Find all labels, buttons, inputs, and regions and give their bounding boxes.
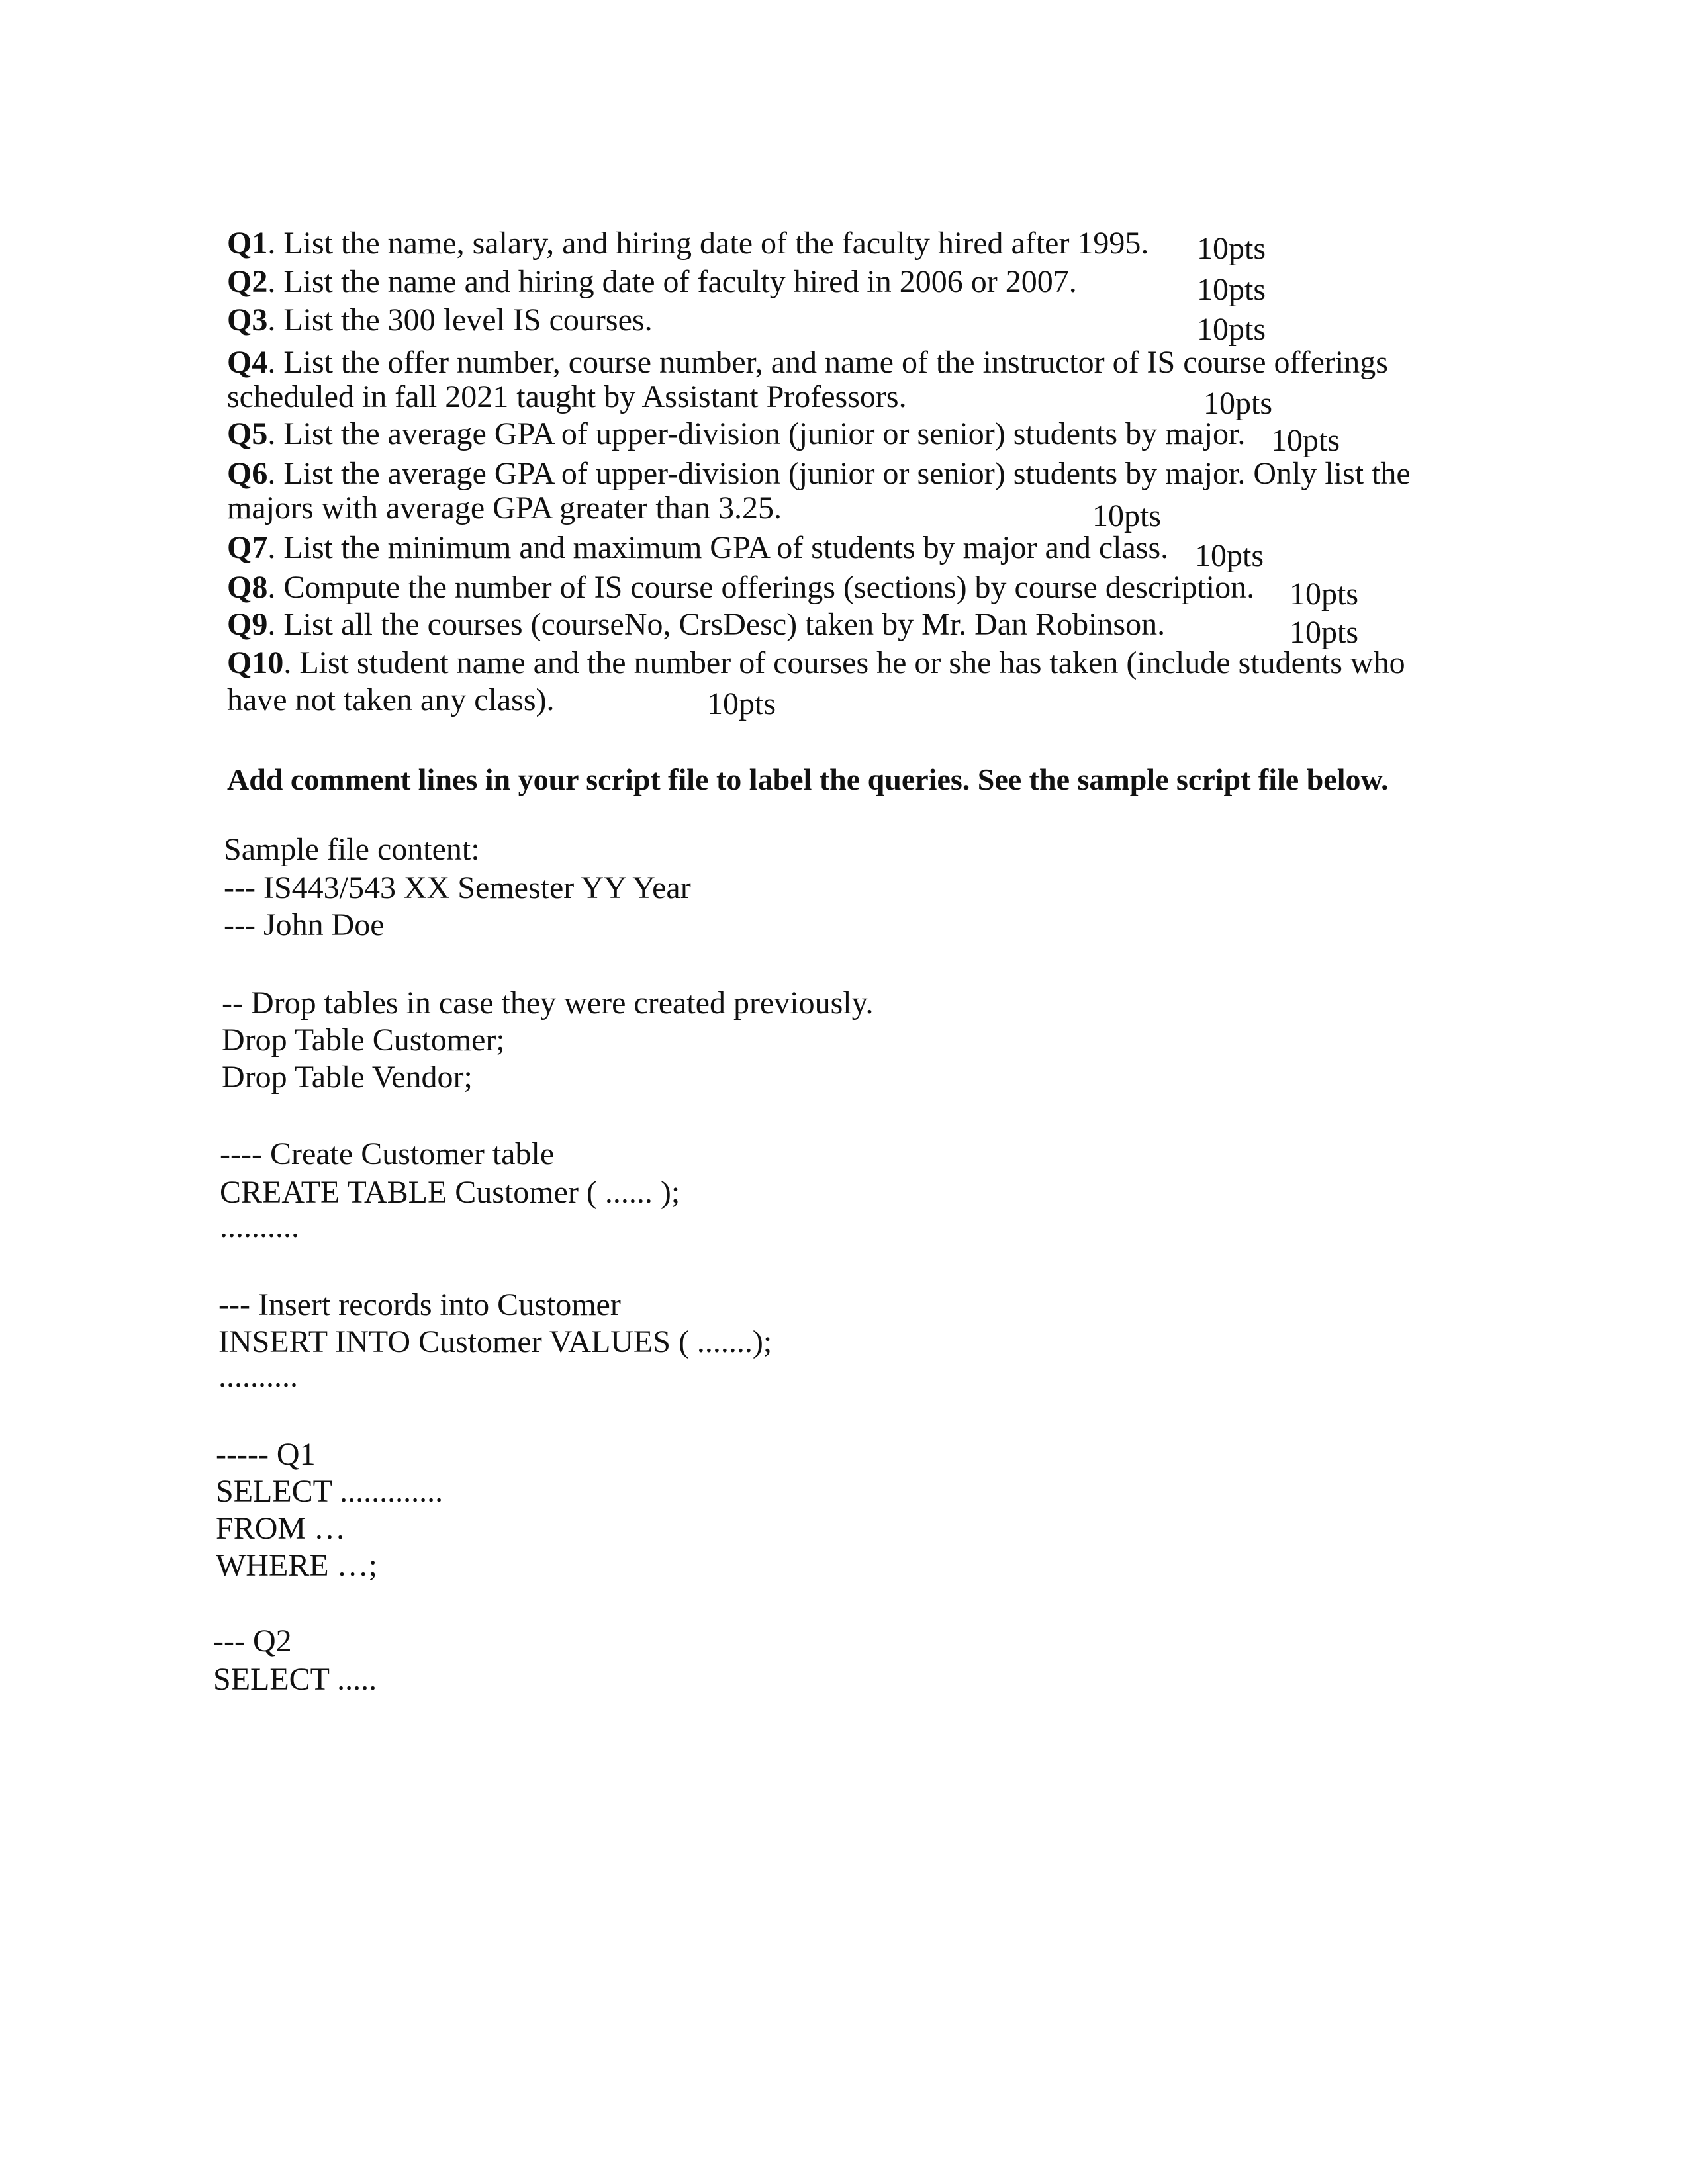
question-number: Q10: [227, 645, 284, 680]
question-sep: .: [267, 570, 276, 605]
sample-line: -- Drop tables in case they were created previously.: [222, 985, 874, 1021]
question-text: List the average GPA of upper-division (junior or senior) students by major. Only list the: [283, 456, 1411, 491]
question-text: List all the courses (courseNo, CrsDesc) taken by Mr. Dan Robinson.: [283, 607, 1166, 642]
sample-line: SELECT .............: [216, 1474, 444, 1509]
question-sep: .: [267, 416, 276, 451]
question-points: 10pts: [1197, 272, 1266, 307]
sample-line: --- Q2: [213, 1623, 292, 1659]
question-text: List the offer number, course number, and name of the instructor of IS course offerings: [283, 345, 1388, 380]
sample-line: ..........: [218, 1359, 298, 1394]
question-sep: .: [267, 530, 276, 565]
question-text: List the name and hiring date of faculty hired in 2006 or 2007.: [283, 264, 1077, 299]
question-q4-cont: scheduled in fall 2021 taught by Assistant Professors.: [227, 379, 907, 414]
question-number: Q3: [227, 302, 268, 338]
sample-line: ----- Q1: [216, 1437, 316, 1472]
question-q6: [227, 455, 1411, 492]
sample-line: --- Insert records into Customer: [218, 1287, 621, 1322]
question-points: 10pts: [1197, 312, 1266, 347]
question-text: List the name, salary, and hiring date of the faculty hired after 1995.: [283, 226, 1149, 261]
question-number: Q7: [227, 530, 268, 565]
question-text: List the minimum and maximum GPA of students by major and class.: [283, 530, 1169, 565]
question-sep: .: [267, 345, 276, 380]
question-q10: [227, 645, 1405, 682]
sample-line: FROM …: [216, 1511, 346, 1546]
question-sep: .: [267, 607, 276, 642]
question-text: Compute the number of IS course offerings (sections) by course description.: [283, 570, 1255, 605]
question-points: 10pts: [1195, 538, 1264, 573]
sample-line: ---- Create Customer table: [220, 1136, 555, 1171]
question-q5: [227, 416, 1245, 453]
question-text: List the average GPA of upper-division (junior or senior) students by major.: [283, 416, 1246, 451]
question-points: 10pts: [1289, 615, 1359, 650]
instruction-text: Add comment lines in your script file to label the queries. See the sample script file below.: [227, 762, 1389, 796]
question-q3: [227, 302, 653, 339]
question-q8: [227, 569, 1254, 606]
question-number: Q2: [227, 264, 268, 299]
question-q6-cont: majors with average GPA greater than 3.25.: [227, 490, 782, 525]
question-sep: .: [267, 226, 276, 261]
question-q10-cont: have not taken any class).: [227, 682, 555, 717]
question-q7: [227, 529, 1168, 567]
question-number: Q1: [227, 226, 268, 261]
sample-line: WHERE …;: [216, 1548, 377, 1583]
question-sep: .: [283, 645, 292, 680]
sample-line: INSERT INTO Customer VALUES ( .......);: [218, 1324, 773, 1359]
question-number: Q6: [227, 456, 268, 491]
question-q4: [227, 344, 1458, 381]
question-number: Q9: [227, 607, 268, 642]
question-sep: .: [267, 264, 276, 299]
question-points: 10pts: [1289, 576, 1359, 612]
sample-line: SELECT .....: [213, 1662, 377, 1697]
question-q2: [227, 263, 1077, 300]
question-number: Q5: [227, 416, 268, 451]
question-points: 10pts: [1197, 231, 1266, 266]
question-text: List the 300 level IS courses.: [283, 302, 653, 338]
sample-line: CREATE TABLE Customer ( ...... );: [220, 1175, 680, 1210]
question-number: Q4: [227, 345, 268, 380]
question-sep: .: [267, 302, 276, 338]
question-points: 10pts: [1203, 386, 1273, 421]
sample-line: Drop Table Customer;: [222, 1023, 505, 1058]
sample-line: --- IS443/543 XX Semester YY Year: [224, 870, 691, 905]
question-points: 10pts: [1271, 423, 1340, 458]
question-number: Q8: [227, 570, 268, 605]
question-text: List student name and the number of courses he or she has taken (include students who: [299, 645, 1405, 680]
sample-line: ..........: [220, 1209, 299, 1244]
sample-line: Drop Table Vendor;: [222, 1060, 473, 1095]
sample-heading: Sample file content:: [224, 832, 480, 867]
question-q1: [227, 225, 1149, 262]
question-points: 10pts: [707, 686, 776, 721]
sample-line: --- John Doe: [224, 907, 385, 942]
question-points: 10pts: [1092, 498, 1162, 533]
question-q9: [227, 606, 1165, 643]
question-sep: .: [267, 456, 276, 491]
